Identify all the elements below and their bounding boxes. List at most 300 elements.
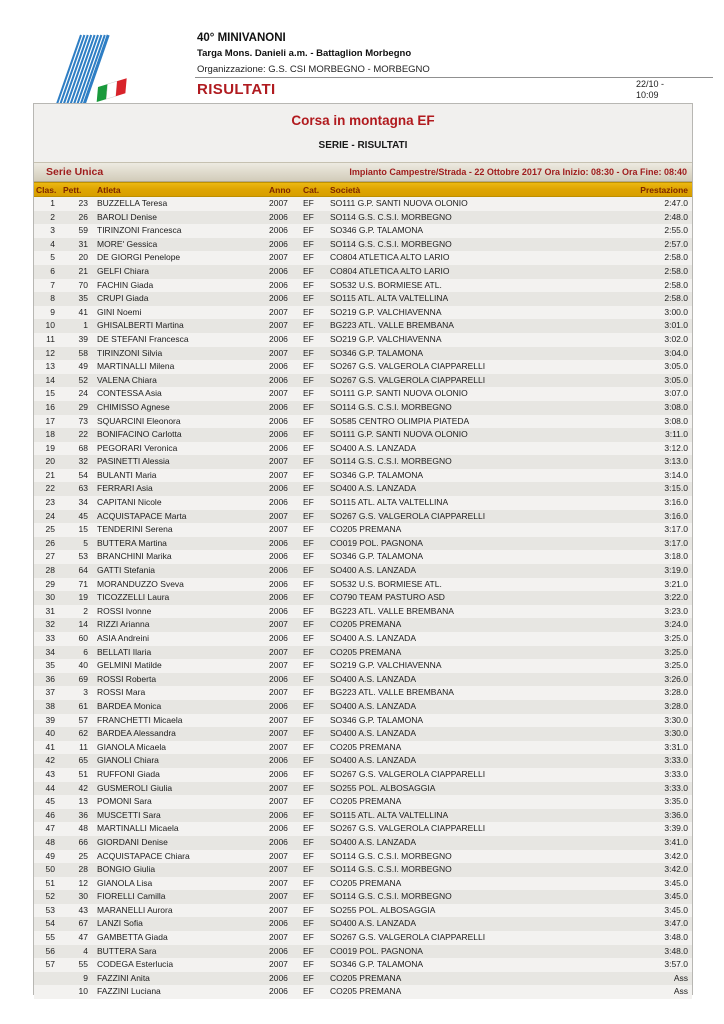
cell-bib: 28 — [78, 864, 88, 875]
cell-year: 2006 — [269, 551, 288, 562]
cell-category: EF — [303, 714, 314, 725]
cell-year: 2007 — [269, 524, 288, 535]
cell-club: SO114 G.S. C.S.I. MORBEGNO — [330, 864, 452, 875]
cell-athlete: BRANCHINI Marika — [97, 551, 172, 562]
table-row — [34, 469, 692, 483]
cell-performance: 2:55.0 — [664, 225, 688, 236]
cell-year: 2006 — [269, 700, 288, 711]
cell-athlete: CRUPI Giada — [97, 293, 149, 304]
cell-bib: 30 — [78, 891, 88, 902]
cell-rank: 41 — [45, 741, 55, 752]
cell-year: 2006 — [269, 537, 288, 548]
cell-category: EF — [303, 456, 314, 467]
cell-bib: 57 — [78, 714, 88, 725]
cell-performance: 3:45.0 — [664, 891, 688, 902]
cell-bib: 36 — [78, 809, 88, 820]
cell-bib: 19 — [78, 592, 88, 603]
cell-club: SO115 ATL. ALTA VALTELLINA — [330, 497, 449, 508]
cell-year: 2007 — [269, 891, 288, 902]
cell-club: CO205 PREMANA — [330, 877, 402, 888]
table-row — [34, 224, 692, 238]
table-row — [34, 442, 692, 456]
cell-category: EF — [303, 279, 314, 290]
table-row — [34, 686, 692, 700]
cell-performance: 3:24.0 — [664, 619, 688, 630]
timestamp-time: 10:09 — [636, 89, 659, 100]
cell-club: SO111 G.P. SANTI NUOVA OLONIO — [330, 388, 468, 399]
cell-category: EF — [303, 945, 314, 956]
cell-athlete: BUTTERA Sara — [97, 945, 157, 956]
cell-club: CO804 ATLETICA ALTO LARIO — [330, 265, 450, 276]
cell-year: 2007 — [269, 619, 288, 630]
table-row — [34, 265, 692, 279]
cell-bib: 9 — [83, 972, 88, 983]
cell-athlete: PASINETTI Alessia — [97, 456, 170, 467]
cell-athlete: CONTESSA Asia — [97, 388, 162, 399]
cell-performance: 3:33.0 — [664, 755, 688, 766]
cell-performance: 3:08.0 — [664, 401, 688, 412]
cell-performance: 3:35.0 — [664, 796, 688, 807]
cell-bib: 39 — [78, 333, 88, 344]
cell-performance: 3:14.0 — [664, 469, 688, 480]
column-header-athlete: Atleta — [97, 185, 121, 195]
cell-club: SO400 A.S. LANZADA — [330, 700, 416, 711]
cell-performance: 3:48.0 — [664, 932, 688, 943]
cell-rank: 23 — [45, 497, 55, 508]
cell-year: 2006 — [269, 836, 288, 847]
cell-rank: 49 — [45, 850, 55, 861]
cell-category: EF — [303, 265, 314, 276]
table-row — [34, 782, 692, 796]
cell-rank: 1 — [50, 198, 55, 208]
cell-bib: 59 — [78, 225, 88, 236]
cell-category: EF — [303, 388, 314, 399]
cell-athlete: FAZZINI Anita — [97, 972, 150, 983]
cell-category: EF — [303, 904, 314, 915]
cell-club: BG223 ATL. VALLE BREMBANA — [330, 687, 454, 698]
table-row — [34, 972, 692, 986]
cell-performance: 3:22.0 — [664, 592, 688, 603]
cell-category: EF — [303, 700, 314, 711]
cell-athlete: GIANOLA Lisa — [97, 877, 153, 888]
cell-category: EF — [303, 524, 314, 535]
cell-year: 2006 — [269, 279, 288, 290]
cell-rank — [34, 985, 58, 999]
cell-rank: 48 — [45, 836, 55, 847]
cell-rank: 11 — [46, 333, 55, 344]
cell-category: EF — [303, 796, 314, 807]
serie-details: Impianto Campestre/Strada - 22 Ottobre 2017 Ora Inizio: 08:30 - Ora Fine: 08:40 — [349, 167, 687, 177]
cell-year: 2006 — [269, 483, 288, 494]
cell-year: 2006 — [269, 361, 288, 372]
cell-performance: 3:08.0 — [664, 415, 688, 426]
cell-bib: 1 — [83, 320, 88, 331]
cell-performance: 3:45.0 — [664, 877, 688, 888]
cell-performance: 3:25.0 — [664, 633, 688, 643]
cell-rank: 19 — [45, 442, 55, 453]
table-row — [34, 306, 692, 320]
cell-rank: 34 — [45, 646, 55, 657]
cell-club: SO400 A.S. LANZADA — [330, 918, 416, 929]
cell-category: EF — [303, 728, 314, 739]
cell-rank: 17 — [45, 415, 55, 426]
table-row — [34, 279, 692, 293]
cell-category: EF — [303, 932, 314, 943]
cell-club: BG223 ATL. VALLE BREMBANA — [330, 320, 454, 331]
cell-club: CO790 TEAM PASTURO ASD — [330, 592, 445, 603]
cell-performance: 3:33.0 — [664, 782, 688, 793]
cell-club: SO114 G.S. C.S.I. MORBEGNO — [330, 891, 452, 902]
cell-performance: 3:30.0 — [664, 714, 688, 725]
cell-club: CO205 PREMANA — [330, 796, 402, 807]
cell-category: EF — [303, 415, 314, 426]
cell-bib: 68 — [78, 442, 88, 453]
table-row — [34, 251, 692, 265]
cell-club: SO346 G.P. TALAMONA — [330, 469, 424, 480]
cell-club: SO532 U.S. BORMIESE ATL. — [330, 279, 442, 290]
cell-performance: 3:42.0 — [664, 850, 688, 861]
results-label: RISULTATI — [197, 81, 276, 98]
cell-year: 2007 — [269, 388, 288, 399]
cell-rank: 44 — [45, 782, 55, 793]
cell-club: SO267 G.S. VALGEROLA CIAPPARELLI — [330, 361, 486, 372]
cell-category: EF — [303, 361, 314, 372]
cell-athlete: MORE' Gessica — [97, 238, 158, 249]
cell-athlete: CODEGA Esterlucia — [97, 959, 174, 970]
cell-rank: 20 — [45, 456, 55, 467]
table-row — [34, 550, 692, 564]
cell-athlete: TIRINZONI Silvia — [97, 347, 163, 358]
cell-category: EF — [303, 497, 314, 508]
cell-rank: 35 — [45, 660, 55, 671]
table-row — [34, 727, 692, 741]
table-row — [34, 197, 692, 211]
cell-bib: 25 — [78, 850, 88, 861]
table-row — [34, 836, 692, 850]
cell-year: 2006 — [269, 972, 288, 983]
cell-bib: 62 — [78, 728, 88, 739]
cell-year: 2006 — [269, 986, 288, 997]
table-row — [34, 877, 692, 891]
cell-athlete: GELMINI Matilde — [97, 660, 162, 671]
cell-performance: 3:01.0 — [664, 320, 688, 331]
cell-athlete: FAZZINI Luciana — [97, 986, 161, 997]
table-row — [34, 659, 692, 673]
cell-club: CO205 PREMANA — [330, 741, 402, 752]
cell-performance: 3:23.0 — [664, 605, 688, 616]
table-row — [34, 496, 692, 510]
cell-club: SO346 G.P. TALAMONA — [330, 551, 424, 562]
table-row — [34, 591, 692, 605]
cell-year: 2006 — [269, 809, 288, 820]
table-row — [34, 360, 692, 374]
cell-category: EF — [303, 782, 314, 793]
cell-club: SO532 U.S. BORMIESE ATL. — [330, 578, 442, 589]
cell-category: EF — [303, 986, 314, 997]
cell-year: 2006 — [269, 265, 288, 276]
cell-athlete: ROSSI Ivonne — [97, 605, 152, 616]
print-timestamp — [636, 79, 664, 100]
cell-bib: 4 — [83, 945, 88, 956]
cell-rank: 40 — [45, 728, 55, 739]
cell-year: 2006 — [269, 497, 288, 508]
cell-rank: 56 — [45, 945, 55, 956]
cell-club: SO400 A.S. LANZADA — [330, 673, 416, 684]
cell-category: EF — [303, 510, 314, 521]
cell-club: SO114 G.S. C.S.I. MORBEGNO — [330, 238, 452, 249]
cell-bib: 51 — [78, 768, 88, 779]
table-row — [34, 605, 692, 619]
table-row — [34, 428, 692, 442]
table-row — [34, 673, 692, 687]
cell-year: 2006 — [269, 442, 288, 453]
cell-performance: Ass — [673, 972, 688, 983]
cell-category: EF — [303, 442, 314, 453]
cell-year: 2006 — [269, 755, 288, 766]
cell-rank: 24 — [45, 510, 55, 521]
cell-athlete: TIRINZONI Francesca — [97, 225, 182, 236]
cell-year: 2007 — [269, 687, 288, 698]
cell-athlete: VALENA Chiara — [97, 374, 157, 385]
cell-rank: 42 — [45, 755, 55, 766]
cell-performance: 3:13.0 — [664, 456, 688, 467]
cell-category: EF — [303, 959, 314, 970]
cell-rank: 3 — [50, 225, 55, 236]
results-rows — [34, 197, 692, 999]
table-row — [34, 292, 692, 306]
cell-rank: 8 — [50, 293, 55, 304]
cell-performance: 3:04.0 — [664, 347, 688, 358]
cell-rank: 29 — [45, 578, 55, 589]
cell-year: 2006 — [269, 415, 288, 426]
table-row — [34, 564, 692, 578]
cell-club: SO400 A.S. LANZADA — [330, 483, 416, 494]
cell-club: CO205 PREMANA — [330, 524, 402, 535]
cell-athlete: LANZI Sofia — [97, 918, 143, 929]
cell-athlete: BONGIO Giulia — [97, 864, 156, 875]
cell-year: 2007 — [269, 932, 288, 943]
cell-club: SO114 G.S. C.S.I. MORBEGNO — [330, 850, 452, 861]
cell-rank — [34, 972, 58, 986]
cell-athlete: GINI Noemi — [97, 306, 142, 317]
cell-performance: 3:05.0 — [664, 374, 688, 385]
cell-club: CO804 ATLETICA ALTO LARIO — [330, 252, 450, 263]
table-row — [34, 795, 692, 809]
cell-performance: 2:58.0 — [664, 293, 688, 304]
cell-athlete: GIORDANI Denise — [97, 836, 168, 847]
serie-band — [34, 162, 692, 182]
cell-rank: 28 — [45, 565, 55, 576]
cell-club: SO114 G.S. C.S.I. MORBEGNO — [330, 456, 452, 467]
cell-performance: 3:25.0 — [664, 646, 688, 657]
cell-athlete: MARTINALLI Milena — [97, 361, 175, 372]
table-row — [34, 319, 692, 333]
cell-year: 2006 — [269, 293, 288, 304]
table-row — [34, 863, 692, 877]
cell-category: EF — [303, 891, 314, 902]
cell-rank: 16 — [45, 401, 55, 412]
cell-rank: 50 — [45, 864, 55, 875]
cell-athlete: RIZZI Arianna — [97, 619, 150, 630]
cell-category: EF — [303, 333, 314, 344]
cell-rank: 18 — [45, 429, 55, 440]
cell-bib: 14 — [78, 619, 88, 630]
cell-bib: 12 — [78, 877, 88, 888]
cell-bib: 67 — [78, 918, 88, 929]
cell-athlete: GATTI Stefania — [97, 565, 155, 576]
cell-category: EF — [303, 320, 314, 331]
cell-category: EF — [303, 836, 314, 847]
cell-club: SO267 G.S. VALGEROLA CIAPPARELLI — [330, 768, 486, 779]
cell-athlete: ROSSI Roberta — [97, 673, 157, 684]
cell-athlete: BUTTERA Martina — [97, 537, 167, 548]
cell-performance: 3:05.0 — [664, 361, 688, 372]
cell-athlete: FIORELLI Camilla — [97, 891, 166, 902]
cell-bib: 66 — [78, 836, 88, 847]
cell-performance: 3:39.0 — [664, 823, 688, 834]
cell-performance: 3:41.0 — [664, 836, 688, 847]
table-row — [34, 945, 692, 959]
cell-category: EF — [303, 741, 314, 752]
cell-category: EF — [303, 646, 314, 657]
cell-rank: 46 — [45, 809, 55, 820]
cell-rank: 5 — [50, 252, 55, 263]
cell-club: SO400 A.S. LANZADA — [330, 728, 416, 739]
cell-performance: 3:26.0 — [664, 673, 688, 684]
cell-bib: 45 — [78, 510, 88, 521]
cell-bib: 73 — [78, 415, 88, 426]
table-row — [34, 931, 692, 945]
table-row — [34, 632, 692, 646]
cell-athlete: TICOZZELLI Laura — [97, 592, 170, 603]
cell-category: EF — [303, 809, 314, 820]
cell-year: 2006 — [269, 565, 288, 576]
cell-athlete: FERRARI Asia — [97, 483, 153, 494]
cell-athlete: ASIA Andreini — [97, 633, 149, 643]
cell-year: 2006 — [269, 238, 288, 249]
cell-performance: 2:58.0 — [664, 252, 688, 263]
cell-bib: 63 — [78, 483, 88, 494]
cell-performance: 2:57.0 — [664, 238, 688, 249]
cell-year: 2007 — [269, 306, 288, 317]
cell-bib: 49 — [78, 361, 88, 372]
cell-bib: 3 — [83, 687, 88, 698]
table-row — [34, 646, 692, 660]
cell-year: 2007 — [269, 782, 288, 793]
cell-athlete: MUSCETTI Sara — [97, 809, 161, 820]
cell-bib: 61 — [78, 700, 88, 711]
cell-year: 2007 — [269, 864, 288, 875]
cell-performance: 2:58.0 — [664, 279, 688, 290]
table-row — [34, 904, 692, 918]
cell-club: SO255 POL. ALBOSAGGIA — [330, 782, 436, 793]
cell-category: EF — [303, 347, 314, 358]
column-header-year: Anno — [269, 185, 291, 195]
cell-year: 2007 — [269, 510, 288, 521]
cell-athlete: ACQUISTAPACE Marta — [97, 510, 187, 521]
cell-category: EF — [303, 578, 314, 589]
cell-club: SO114 G.S. C.S.I. MORBEGNO — [330, 211, 452, 222]
cell-rank: 32 — [45, 619, 55, 630]
table-row — [34, 238, 692, 252]
cell-rank: 2 — [50, 211, 55, 222]
cell-year: 2007 — [269, 904, 288, 915]
cell-year: 2007 — [269, 646, 288, 657]
cell-performance: 3:11.0 — [664, 429, 688, 440]
cell-bib: 29 — [78, 401, 88, 412]
cell-club: SO346 G.P. TALAMONA — [330, 347, 424, 358]
cell-club: SO255 POL. ALBOSAGGIA — [330, 904, 436, 915]
cell-club: SO219 G.P. VALCHIAVENNA — [330, 306, 442, 317]
cell-category: EF — [303, 211, 314, 222]
cell-athlete: POMONI Sara — [97, 796, 152, 807]
cell-category: EF — [303, 374, 314, 385]
table-row — [34, 211, 692, 225]
cell-performance: 3:45.0 — [664, 904, 688, 915]
cell-rank: 51 — [45, 877, 55, 888]
cell-year: 2007 — [269, 320, 288, 331]
table-row — [34, 917, 692, 931]
cell-club: SO111 G.P. SANTI NUOVA OLONIO — [330, 429, 468, 440]
table-header-row — [34, 182, 692, 197]
cell-rank: 37 — [45, 687, 55, 698]
cell-performance: Ass — [673, 986, 688, 997]
cell-category: EF — [303, 605, 314, 616]
cell-year: 2007 — [269, 660, 288, 671]
cell-category: EF — [303, 551, 314, 562]
table-row — [34, 809, 692, 823]
cell-performance: 2:58.0 — [664, 265, 688, 276]
table-row — [34, 415, 692, 429]
cell-performance: 3:18.0 — [664, 551, 688, 562]
cell-performance: 3:12.0 — [664, 442, 688, 453]
cell-club: SO267 G.S. VALGEROLA CIAPPARELLI — [330, 374, 486, 385]
cell-bib: 58 — [78, 347, 88, 358]
cell-category: EF — [303, 306, 314, 317]
cell-club: SO267 G.S. VALGEROLA CIAPPARELLI — [330, 932, 486, 943]
cell-bib: 41 — [78, 306, 88, 317]
cell-athlete: DE STEFANI Francesca — [97, 333, 189, 344]
cell-athlete: BUZZELLA Teresa — [97, 198, 168, 208]
cell-rank: 52 — [45, 891, 55, 902]
column-header-performance: Prestazione — [640, 185, 688, 195]
cell-bib: 21 — [78, 265, 88, 276]
cell-category: EF — [303, 198, 314, 208]
cell-year: 2006 — [269, 225, 288, 236]
cell-club: CO019 POL. PAGNONA — [330, 537, 423, 548]
cell-performance: 3:16.0 — [664, 497, 688, 508]
table-row — [34, 822, 692, 836]
cell-bib: 42 — [78, 782, 88, 793]
cell-performance: 3:02.0 — [664, 333, 688, 344]
table-row — [34, 578, 692, 592]
cell-bib: 71 — [78, 578, 88, 589]
cell-bib: 5 — [83, 537, 88, 548]
results-panel — [33, 103, 693, 995]
document-header — [197, 32, 430, 75]
cell-club: SO115 ATL. ALTA VALTELLINA — [330, 809, 449, 820]
cell-bib: 70 — [78, 279, 88, 290]
cell-rank: 30 — [45, 592, 55, 603]
cell-rank: 57 — [45, 959, 55, 970]
cell-category: EF — [303, 687, 314, 698]
cell-year: 2007 — [269, 347, 288, 358]
cell-performance: 3:25.0 — [664, 660, 688, 671]
serie-name: Serie Unica — [46, 166, 104, 178]
cell-category: EF — [303, 972, 314, 983]
table-row — [34, 455, 692, 469]
cell-year: 2006 — [269, 211, 288, 222]
